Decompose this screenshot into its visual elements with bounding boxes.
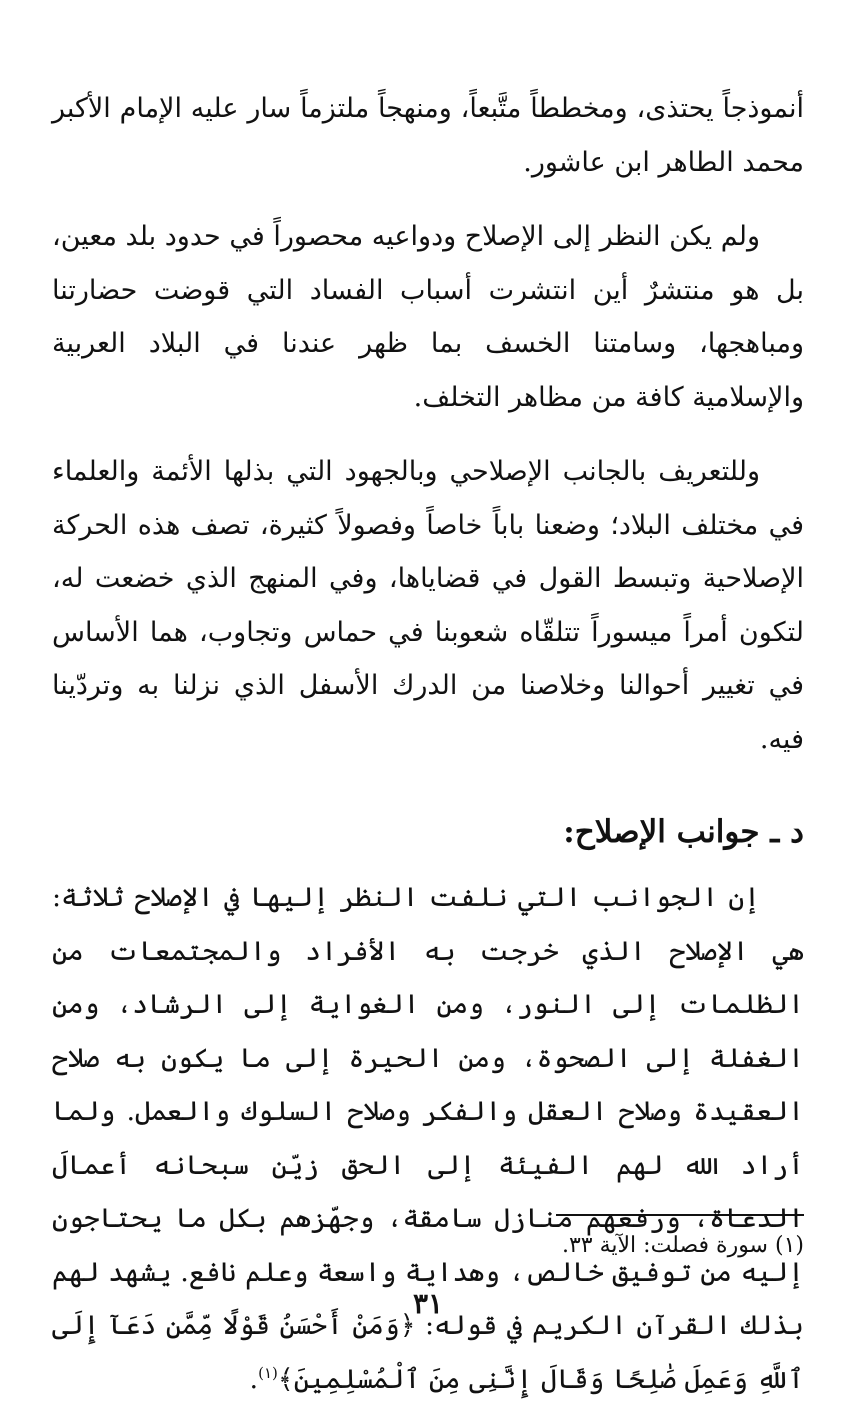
paragraph-reform-spread: ولم يكن النظر إلى الإصلاح ودواعيه محصوراً في حدود بلد معين، بل هو منتشرٌ أين انتشرت أسباب الفساد التي قوضت حضارتنا ومباهجها، وسامتنا الخسف بما ظهر عندنا في البلاد العربية والإسلامية كافة من مظاهر التخلف. bbox=[52, 221, 804, 413]
quran-verse: ﴿وَمَنْ أَحْسَنُ قَوْلًا مِّمَّن دَعَآ إِلَى ٱللَّهِ وَعَمِلَ صَٰلِحًا وَقَالَ إِنَّنِى مِنَ ٱلْمُسْلِمِينَ﴾ bbox=[52, 1310, 804, 1395]
sentence-end: . bbox=[249, 1363, 259, 1395]
page-number: ٣١ bbox=[412, 1287, 444, 1320]
page-body bbox=[52, 82, 804, 1406]
paragraph-reform-aspects-text: إن الجوانب التي نلفت النظر إليها في الإصلاح ثلاثة: هي الإصلاح الذي خرجت به الأفراد والمجتمعات من الظلمات إلى النور، ومن الغواية إلى الرشاد، ومن الغفلة إلى الصحوة، ومن الحيرة إلى ما يكون به صلاح العقيدة وصلاح العقل والفكر وصلاح السلوك والعمل. ولما أراد الله لهم الفيئة إلى الحق زيّن سبحانه أعمالَ الدعاة، ورفعهم منازل سامقة، وجهّزهم بكل ما يحتاجون إليه من توفيق خالص، وهداية واسعة وعلم نافع. يشهد لهم بذلك القرآن الكريم في قوله: bbox=[52, 882, 804, 1341]
section-heading: د ـ جوانب الإصلاح: bbox=[563, 814, 804, 850]
footnote-reference: (١) bbox=[258, 1363, 278, 1382]
paragraph-reform-definition: وللتعريف بالجانب الإصلاحي وبالجهود التي بذلها الأئمة والعلماء في مختلف البلاد؛ وضعنا باباً خاصاً وفصولاً كثيرة، تصف هذه الحركة الإصلاحية وتبسط القول في قضاياها، وفي المنهج الذي خضعت له، لتكون أمراً ميسوراً تتلقّاه شعوبنا في حماس وتجاوب، هما الأساس في تغيير أحوالنا وخلاصنا من الدرك الأسفل الذي نزلنا به وتردّينا فيه. bbox=[52, 456, 804, 755]
footnote: (١) سورة فصلت: الآية ٣٣. bbox=[561, 1233, 804, 1258]
footnote-divider bbox=[556, 1214, 804, 1216]
paragraph-reform-aspects bbox=[52, 871, 804, 1406]
paragraph-intro: أنموذجاً يحتذى، ومخططاً متَّبعاً، ومنهجاً ملتزماً سار عليه الإمام الأكبر محمد الطاهر ابن عاشور. bbox=[52, 93, 804, 178]
